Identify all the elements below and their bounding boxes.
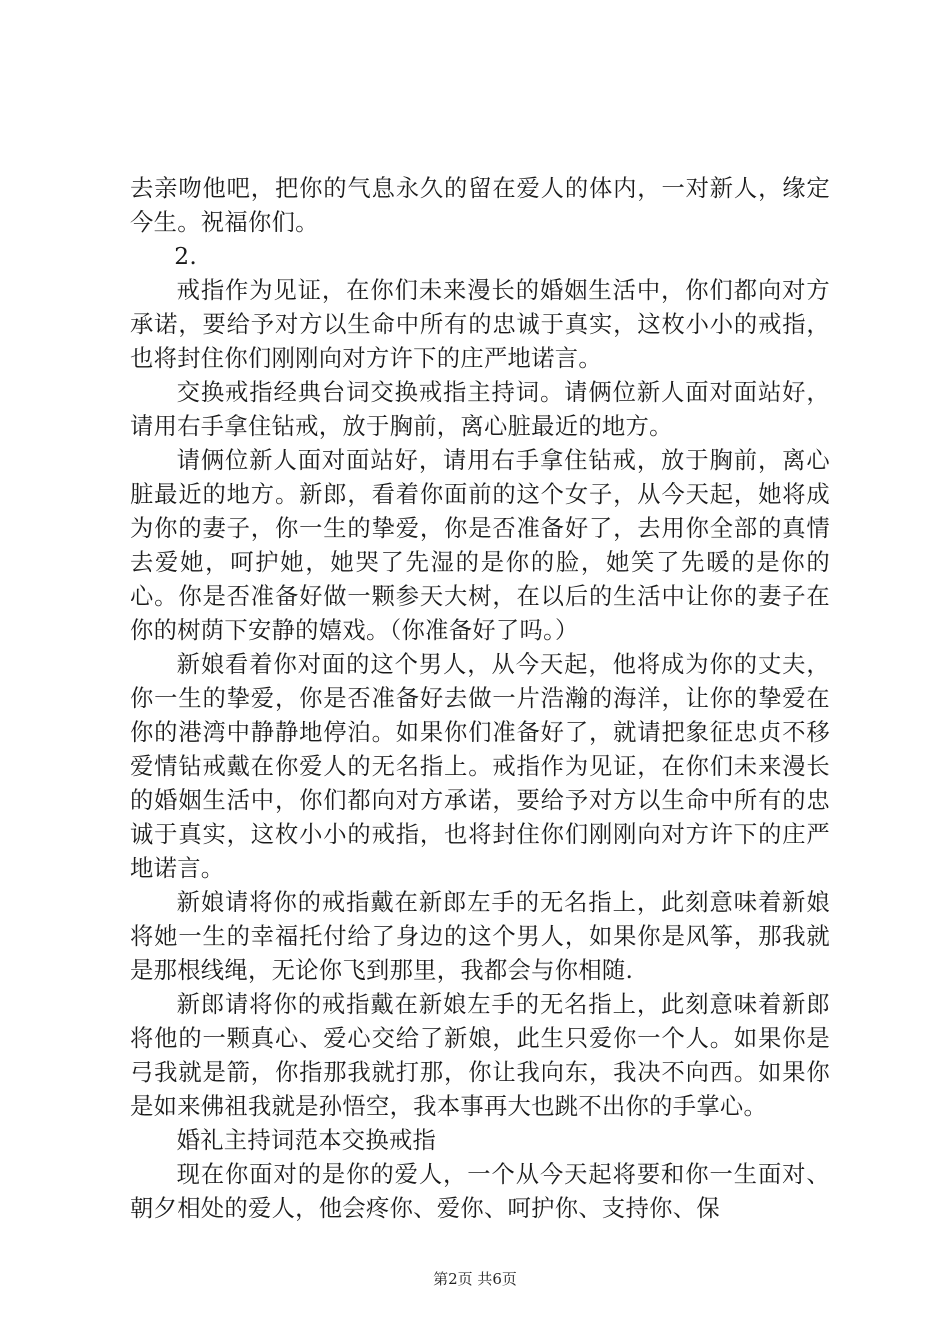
document-body: [130, 172, 830, 1226]
paragraph: 现在你面对的是你的爱人，一个从今天起将要和你一生面对、朝夕相处的爱人，他会疼你、爱你、呵护你、支持你、保: [130, 1161, 830, 1222]
page-footer: 第2页 共6页: [433, 1270, 517, 1288]
paragraph: 新娘看着你对面的这个男人，从今天起，他将成为你的丈夫，你一生的挚爱，你是否准备好去做一片浩瀚的海洋，让你的挚爱在你的港湾中静静地停泊。如果你们准备好了，就请把象征忠贞不移爱情钻戒戴在你爱人的无名指上。戒指作为见证，在你们未来漫长的婚姻生活中，你们都向对方承诺，要给予对方以生命中所有的忠诚于真实，这枚小小的戒指，也将封住你们刚刚向对方许下的庄严地诺言。: [130, 651, 830, 882]
paragraph-continuation: 去亲吻他吧，把你的气息永久的留在爱人的体内，一对新人，缘定今生。祝福你们。: [130, 175, 830, 236]
paragraph: 交换戒指经典台词交换戒指主持词。请俩位新人面对面站好，请用右手拿住钻戒，放于胸前，离心脏最近的地方。: [130, 379, 830, 440]
paragraph: 新郎请将你的戒指戴在新娘左手的无名指上，此刻意味着新郎将他的一颗真心、爱心交给了新娘，此生只爱你一个人。如果你是弓我就是箭，你指那我就打那，你让我向东，我决不向西。如果你是如来佛祖我就是孙悟空，我本事再大也跳不出你的手掌心。: [130, 991, 830, 1120]
section-heading: 婚礼主持词范本交换戒指: [176, 1127, 437, 1154]
paragraph: 请俩位新人面对面站好，请用右手拿住钻戒，放于胸前，离心脏最近的地方。新郎，看着你面前的这个女子，从今天起，她将成为你的妻子，你一生的挚爱，你是否准备好了，去用你全部的真情去爱她，呵护她，她哭了先湿的是你的脸，她笑了先暖的是你的心。你是否准备好做一颗参天大树，在以后的生活中让你的妻子在你的树荫下安静的嬉戏。（你准备好了吗。）: [130, 447, 830, 644]
paragraph: 戒指作为见证，在你们未来漫长的婚姻生活中，你们都向对方承诺，要给予对方以生命中所有的忠诚于真实，这枚小小的戒指，也将封住你们刚刚向对方许下的庄严地诺言。: [130, 277, 830, 372]
section-number: 2.: [174, 243, 198, 270]
paragraph: 新娘请将你的戒指戴在新郎左手的无名指上，此刻意味着新娘将她一生的幸福托付给了身边的这个男人，如果你是风筝，那我就是那根线绳，无论你飞到那里，我都会与你相随.: [130, 889, 830, 984]
